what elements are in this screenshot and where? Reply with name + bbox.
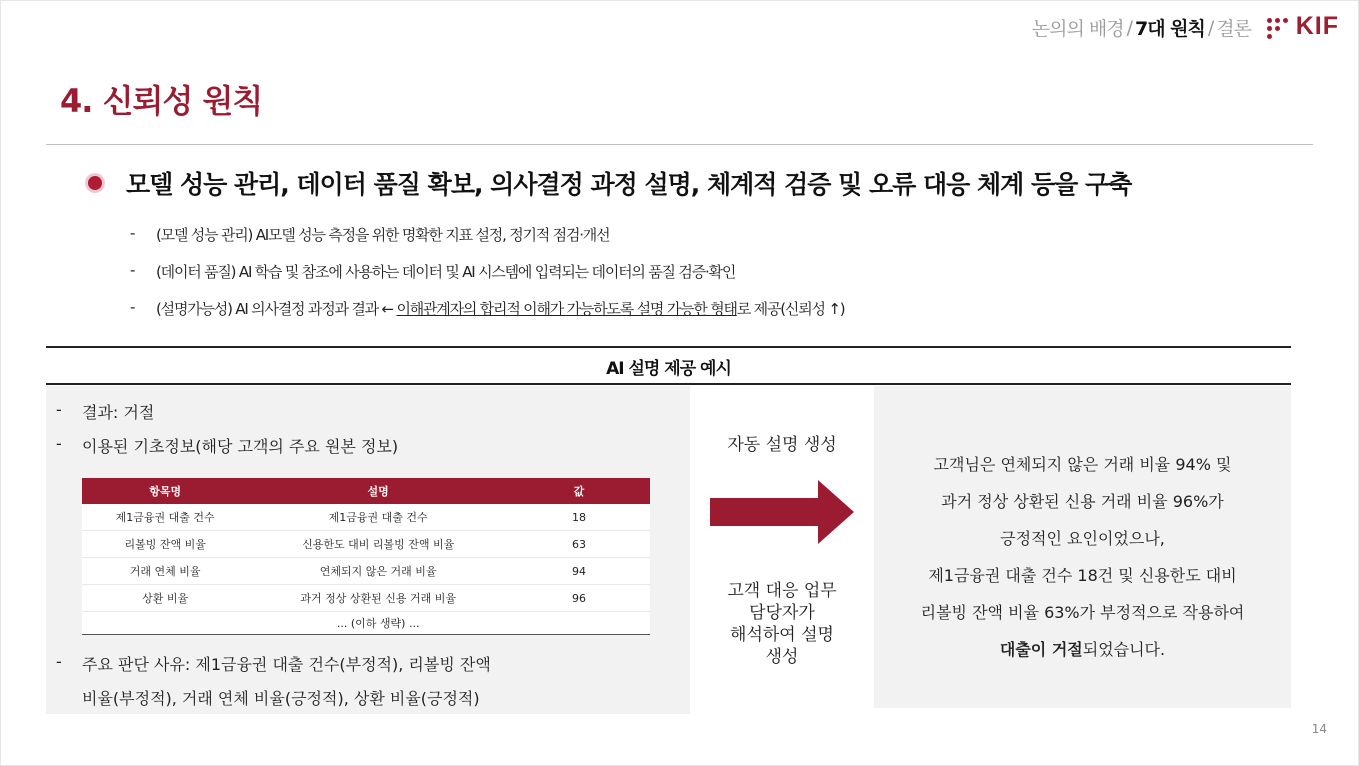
info-text: 이용된 기초정보(해당 고객의 주요 원본 정보) xyxy=(82,437,399,456)
table-cell: 제1금융권 대출 건수 xyxy=(248,504,508,531)
section-nav xyxy=(1032,14,1251,41)
page-number: 14 xyxy=(1311,722,1327,736)
table-cell: 연체되지 않은 거래 비율 xyxy=(248,558,508,585)
logo-dots-icon xyxy=(1267,15,1293,39)
sub-point-text: (설명가능성) AI 의사결정 과정과 결과 ← 이해관계자의 합리적 이해가 가능하도록 설명 가능한 형태로 제공(신뢰성 ↑) xyxy=(156,300,845,318)
headline xyxy=(88,165,1131,201)
column-header: 값 xyxy=(508,478,650,504)
table-cell: 거래 연체 비율 xyxy=(82,558,248,585)
reason-text-1: 주요 판단 사유: 제1금융권 대출 건수(부정적), 리볼빙 잔액 xyxy=(82,655,491,674)
kif-logo xyxy=(1267,12,1339,41)
table-cell: 신용한도 대비 리볼빙 잔액 비율 xyxy=(248,531,508,558)
table-cell: 63 xyxy=(508,531,650,558)
table-note: ... (이하 생략) ... xyxy=(248,612,508,635)
reason-line-continued xyxy=(82,686,480,709)
section-title: AI 설명 제공 예시 xyxy=(606,359,731,379)
table-row xyxy=(82,558,650,585)
auto-explain-label: 자동 설명 생성 xyxy=(727,435,837,455)
sub-point xyxy=(130,261,844,298)
explanation-panel xyxy=(874,386,1291,708)
sub-points xyxy=(130,224,844,335)
nav-separator: / xyxy=(1126,16,1132,39)
sub-point xyxy=(130,224,844,261)
explanation-conclusion: 대출이 거절되었습니다. xyxy=(999,640,1166,659)
table-cell: 18 xyxy=(508,504,650,531)
section-rule-bottom xyxy=(46,383,1291,385)
result-line: - 결과: 거절 xyxy=(56,400,155,422)
underlined-text: 이해관계자의 합리적 이해가 가능하도록 설명 가능한 형태 xyxy=(396,300,737,318)
explanation-text: 고객님은 연체되지 않은 거래 비율 94% 및 과거 정상 상환된 신용 거래 비율 96%가 긍정적인 요인이었으나, 제1금융권 대출 건수 18건 및 신용한도 대비 리볼빙 잔액 비율 63%가 부정적으로 작용하여 대출이 거절되었습니다. xyxy=(874,446,1291,668)
sub-point xyxy=(130,298,844,335)
nav-item-conclusion[interactable]: 결론 xyxy=(1216,18,1251,40)
table-cell: 상환 비율 xyxy=(82,585,248,612)
table-cell: 94 xyxy=(508,558,650,585)
table-cell: 리볼빙 잔액 비율 xyxy=(82,531,248,558)
bullet-circle-icon xyxy=(88,176,102,190)
section-rule-top xyxy=(46,346,1291,348)
result-text: 결과: 거절 xyxy=(82,403,155,422)
right-arrow-icon xyxy=(710,480,854,544)
reason-line: - 주요 판단 사유: 제1금융권 대출 건수(부정적), 리볼빙 잔액 xyxy=(56,652,491,674)
table-cell: 제1금융권 대출 건수 xyxy=(82,504,248,531)
nav-separator: / xyxy=(1207,16,1214,39)
title-divider xyxy=(46,144,1313,145)
table-note-row xyxy=(82,612,650,635)
nav-item-background[interactable]: 논의의 배경 xyxy=(1031,18,1124,40)
agent-explain-label: 고객 대응 업무 담당자가 해석하여 설명 생성 xyxy=(727,581,837,667)
feature-table xyxy=(82,478,650,635)
logo-text: KIF xyxy=(1295,12,1339,40)
table-row xyxy=(82,504,650,531)
table-cell: 과거 정상 상환된 신용 거래 비율 xyxy=(248,585,508,612)
dash-marker: - xyxy=(130,224,135,242)
nav-item-principles[interactable]: 7대 원칙 xyxy=(1134,18,1205,40)
table-row xyxy=(82,531,650,558)
dash-marker: - xyxy=(130,298,135,316)
sub-point-text: (모델 성능 관리) AI모델 성능 측정을 위한 명확한 지표 설정, 정기적 점검·개선 xyxy=(156,226,610,244)
sub-point-text: (데이터 품질) AI 학습 및 참조에 사용하는 데이터 및 AI 시스템에 입력되는 데이터의 품질 검증·확인 xyxy=(156,263,736,281)
page-title: 4. 신뢰성 원칙 xyxy=(60,82,263,120)
reason-text-2: 비율(부정적), 거래 연체 비율(긍정적), 상환 비율(긍정적) xyxy=(82,689,480,708)
table-cell: 96 xyxy=(508,585,650,612)
column-header: 설명 xyxy=(248,478,508,504)
info-line: - 이용된 기초정보(해당 고객의 주요 원본 정보) xyxy=(56,434,399,456)
table-row xyxy=(82,585,650,612)
headline-text: 모델 성능 관리, 데이터 품질 확보, 의사결정 과정 설명, 체계적 검증 및 오류 대응 체계 등을 구축 xyxy=(126,170,1132,199)
dash-marker: - xyxy=(130,261,135,279)
table-header-row xyxy=(82,478,650,504)
column-header: 항목명 xyxy=(82,478,248,504)
input-info-panel xyxy=(46,386,690,714)
